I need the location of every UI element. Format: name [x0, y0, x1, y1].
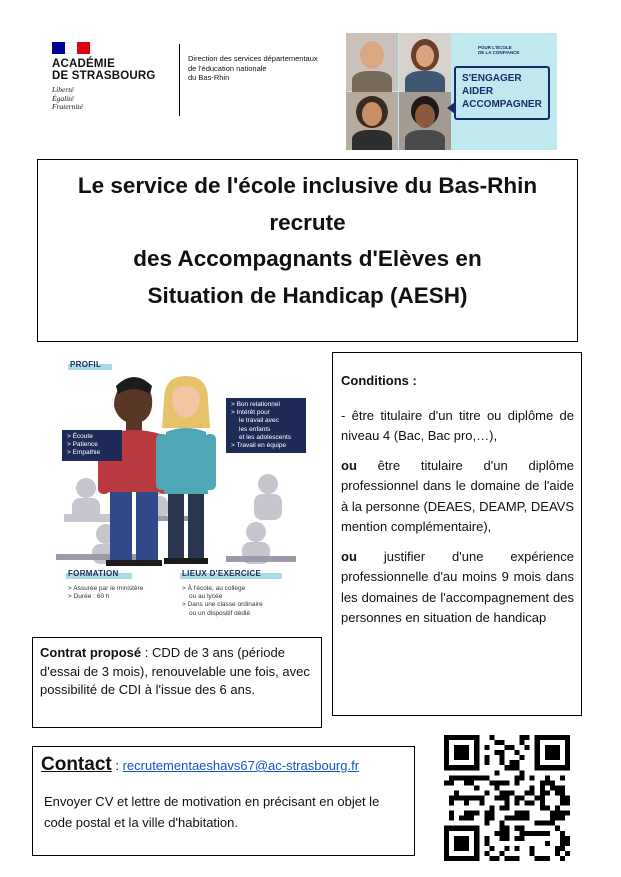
title-line: des Accompagnants d'Elèves en [133, 246, 482, 271]
contact-email-link[interactable]: recrutementaeshavs67@ac-strasbourg.fr [122, 758, 360, 773]
french-flag-icon [52, 42, 90, 54]
academie-name: ACADÉMIE DE STRASBOURG [52, 58, 156, 82]
campaign-slogan-small: POUR L'ÉCOLE DE LA CONFIANCE [478, 45, 520, 55]
direction-text: Direction des services départementaux de l'éducation nationale du Bas-Rhin [188, 54, 318, 82]
photo-man-2 [399, 92, 451, 150]
formation-label: FORMATION [68, 569, 119, 578]
profil-label: PROFIL [70, 360, 102, 369]
condition-item: - être titulaire d'un titre ou diplôme de niveau 4 (Bac, Bac pro,…), [341, 407, 574, 443]
photo-man-1 [346, 33, 398, 91]
title-line: Le service de l'école inclusive du Bas-Rhin [77, 173, 538, 198]
contrat-label: Contrat proposé [40, 645, 142, 660]
photo-woman-1 [399, 33, 451, 91]
condition-item: ou justifier d'une expérience professionnelle d'au moins 9 mois dans les domaines de l'accompagnement des personnes en situation de handicap [341, 548, 574, 625]
contact-instructions: Envoyer CV et lettre de motivation en précisant en objet le code postal et la ville d'habitation. [44, 794, 380, 830]
academie-logo [52, 42, 187, 122]
contrat-text: : CDD de 3 ans (période d'essai de 3 mois), renouvelable une fois, avec possibilité de CDI à l'issue des 6 ans. [40, 645, 310, 697]
republic-motto: Liberté Égalité Fraternité [52, 85, 83, 111]
lieux-label: LIEUX D'EXERCICE [182, 569, 262, 578]
page-title [37, 159, 578, 342]
speech-bubble-tail-icon [447, 102, 455, 114]
profile-illustration [46, 356, 308, 626]
campaign-banner [346, 33, 557, 150]
header-divider [179, 44, 180, 116]
profil-left-panel: > Écoute > Patience > Empathie [62, 430, 122, 461]
conditions-title: Conditions : [341, 373, 417, 388]
profil-right-panel: > Bon relationnel > Intérêt pour le travail avec les enfants et les adolescents > Travail en équipe [226, 398, 306, 453]
contrat-box [32, 637, 322, 728]
campaign-slogan: S'ENGAGER AIDER ACCOMPAGNER [454, 66, 550, 120]
lieux-details: > À l'école, au collège ou au lycée > Dans une classe ordinaire ou un dispositif dédié [182, 585, 263, 617]
qr-code-icon[interactable] [444, 735, 570, 861]
condition-item: ou être titulaire d'un diplôme professionnel dans le domaine de l'aide à la personne (DEAES, DEAMP, DEAVS mention complémentaire), [341, 457, 574, 534]
contact-separator: : [111, 758, 123, 773]
title-line: Situation de Handicap (AESH) [147, 282, 468, 308]
contact-box [32, 746, 415, 856]
photo-woman-2 [346, 92, 398, 150]
formation-details: > Assurée par le ministère > Durée : 60 h [68, 585, 144, 601]
conditions-box [332, 352, 582, 716]
contact-label: Contact [41, 754, 112, 775]
classroom-illustration-icon [46, 356, 308, 566]
title-line: recrute [269, 209, 346, 235]
